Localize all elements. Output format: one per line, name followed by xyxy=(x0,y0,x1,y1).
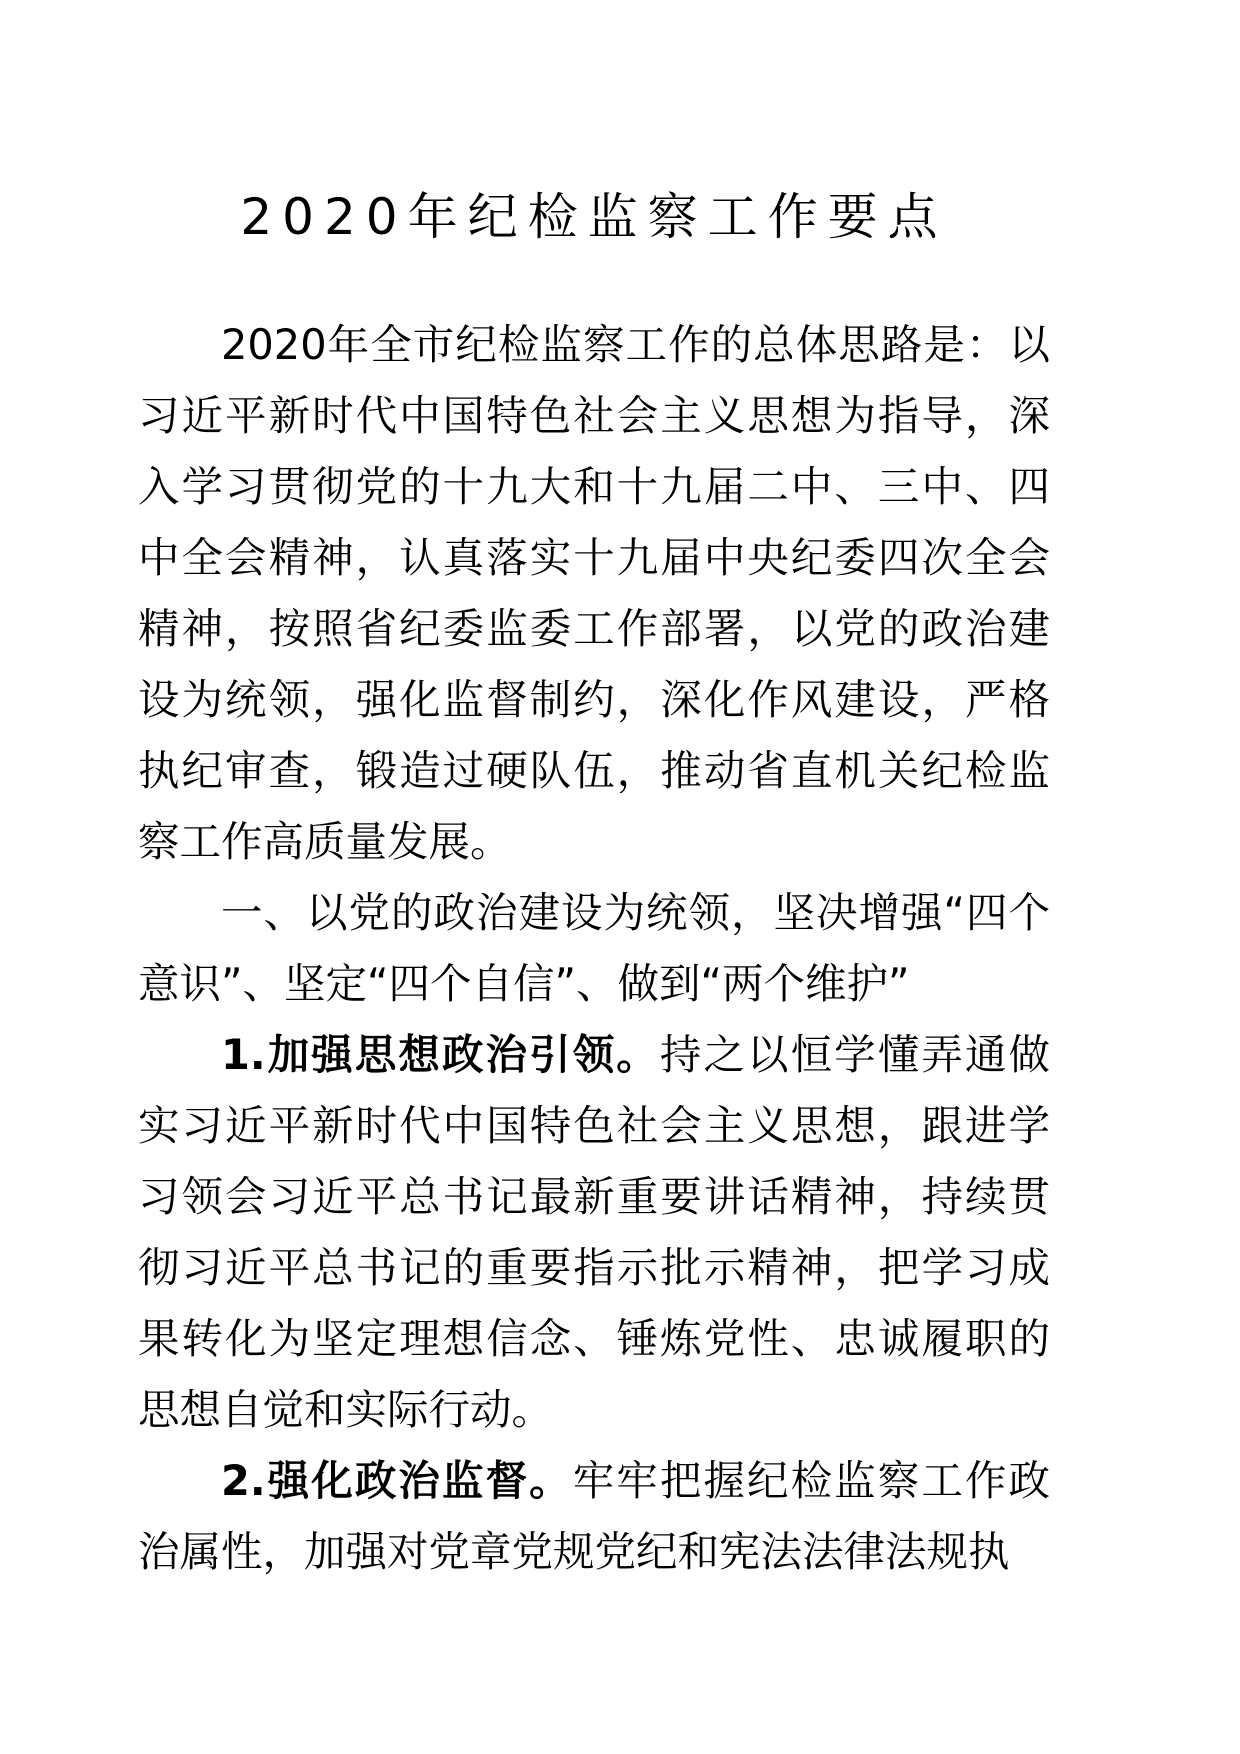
numbered-item-1-body: 持之以恒学懂弄通做实习近平新时代中国特色社会主义思想，跟进学习领会习近平总书记最新重要讲话精神，持续贯彻习近平总书记的重要指示批示精神，把学习成果转化为坚定理想信念、锤炼党性、忠诚履职的思想自觉和实际行动。 xyxy=(138,1029,1050,1434)
numbered-item-1 xyxy=(138,1019,1050,1445)
section-heading-one: 一、以党的政治建设为统领，坚决增强“四个意识”、坚定“四个自信”、做到“两个维护” xyxy=(138,887,1050,1008)
numbered-item-1-lead: 1.加强思想政治引领。 xyxy=(221,1029,660,1079)
paragraph-overview: 2020年全市纪检监察工作的总体思路是：以习近平新时代中国特色社会主义思想为指导，深入学习贯彻党的十九大和十九届二中、三中、四中全会精神，认真落实十九届中央纪委四次全会精神，按照省纪委监委工作部署，以党的政治建设为统领，强化监督制约，深化作风建设，严格执纪审查，锻造过硬队伍，推动省直机关纪检监察工作高质量发展。 xyxy=(138,319,1050,866)
document-content xyxy=(138,0,1050,1587)
numbered-item-2-lead: 2.强化政治监督。 xyxy=(221,1455,573,1505)
numbered-item-2 xyxy=(138,1445,1050,1587)
numbered-item-2-body: 牢牢把握纪检监察工作政治属性，加强对党章党规党纪和宪法法律法规执 xyxy=(138,1455,1050,1576)
page-title: 2020年纪检监察工作要点 xyxy=(240,188,948,246)
